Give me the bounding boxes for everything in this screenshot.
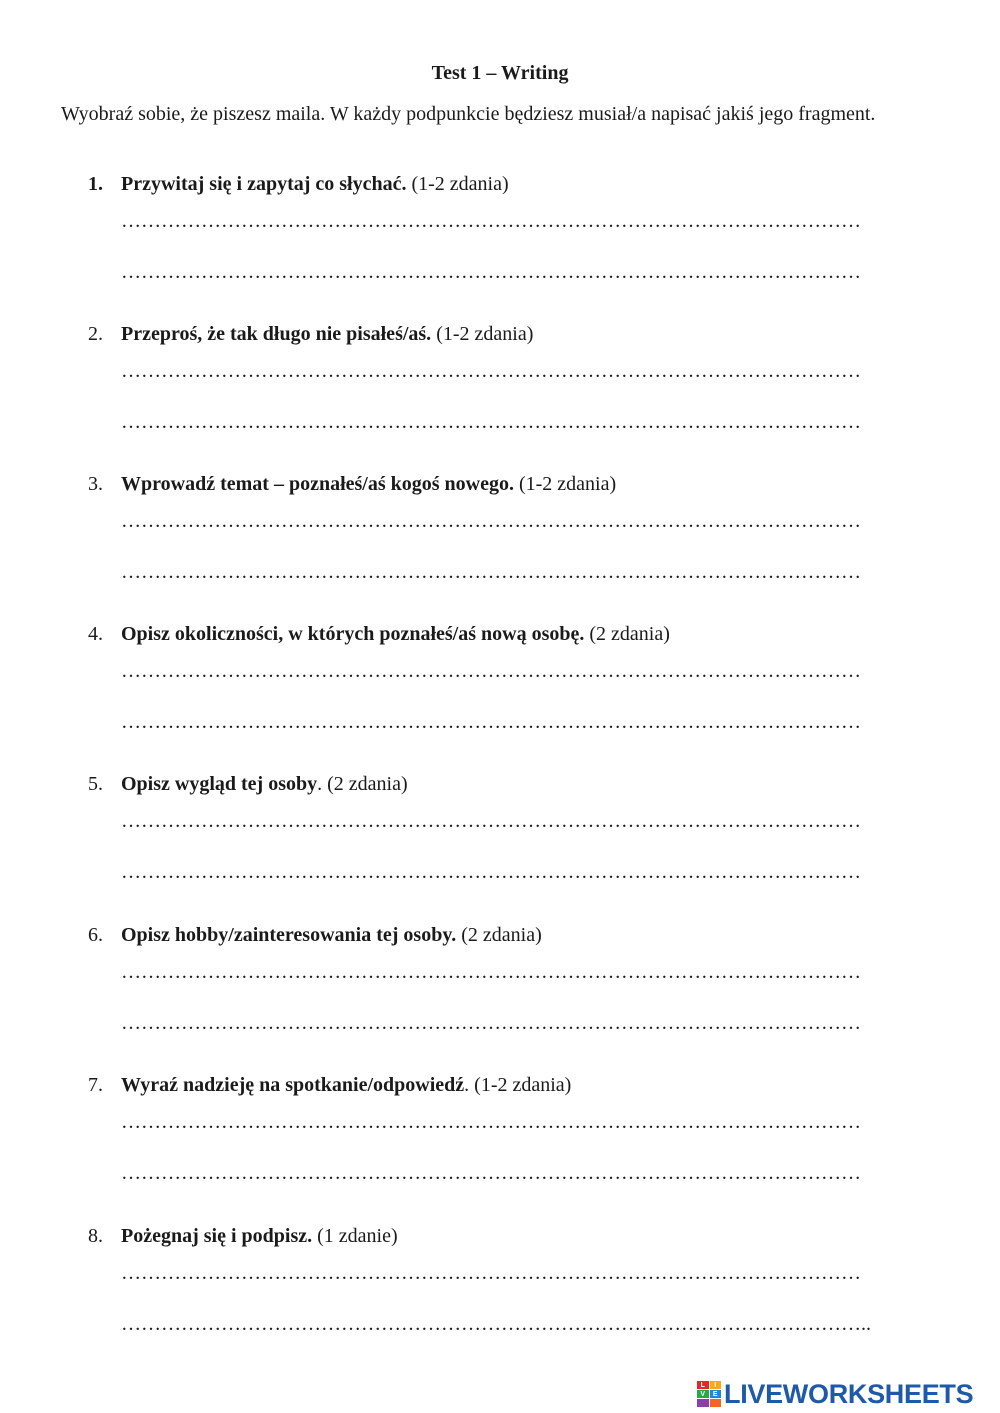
task-item: [0, 771, 1000, 921]
task-sentence-count: . (2 zdania): [317, 773, 408, 795]
task-prompt: [88, 771, 408, 797]
task-instruction: Wprowadź temat – poznałeś/aś kogoś nowego.: [121, 473, 514, 495]
answer-line[interactable]: …………………………………………………………………………………………………: [121, 1163, 861, 1183]
answer-line[interactable]: …………………………………………………………………………………………………: [121, 1112, 861, 1132]
answer-line[interactable]: …………………………………………………………………………………………………..: [121, 1314, 871, 1334]
logo-tile: E: [710, 1390, 722, 1398]
task-number: 4.: [88, 623, 103, 645]
task-sentence-count: (1-2 zdania): [513, 473, 617, 495]
answer-line[interactable]: …………………………………………………………………………………………………: [121, 811, 861, 831]
liveworksheets-logo: [697, 1378, 973, 1410]
task-instruction: Przeproś, że tak długo nie pisałeś/aś.: [121, 323, 432, 345]
answer-line[interactable]: …………………………………………………………………………………………………: [121, 962, 861, 982]
task-number: 7.: [88, 1074, 103, 1096]
answer-line[interactable]: …………………………………………………………………………………………………: [121, 712, 861, 732]
logo-tile: [710, 1399, 722, 1407]
task-prompt: [88, 621, 670, 647]
task-number: 3.: [88, 473, 103, 495]
task-instruction: Opisz hobby/zainteresowania tej osoby.: [121, 924, 457, 946]
task-item: [0, 471, 1000, 621]
logo-tile: L: [697, 1381, 709, 1389]
liveworksheets-logo-icon: [697, 1381, 721, 1407]
answer-line[interactable]: …………………………………………………………………………………………………: [121, 412, 861, 432]
answer-line[interactable]: …………………………………………………………………………………………………: [121, 562, 861, 582]
task-prompt: [88, 171, 509, 197]
answer-line[interactable]: …………………………………………………………………………………………………: [121, 1263, 861, 1283]
task-instruction: Opisz okoliczności, w których poznałeś/aś nową osobę.: [121, 623, 585, 645]
task-sentence-count: (1 zdanie): [312, 1225, 398, 1247]
answer-line[interactable]: …………………………………………………………………………………………………: [121, 211, 861, 231]
logo-tile: V: [697, 1390, 709, 1398]
task-item: [0, 1072, 1000, 1222]
task-sentence-count: (2 zdania): [456, 924, 542, 946]
task-prompt: [88, 1223, 398, 1249]
answer-line[interactable]: …………………………………………………………………………………………………: [121, 511, 861, 531]
task-instruction: Przywitaj się i zapytaj co słychać.: [121, 173, 407, 195]
task-sentence-count: (2 zdania): [584, 623, 670, 645]
task-instruction: Pożegnaj się i podpisz.: [121, 1225, 313, 1247]
task-prompt: [88, 471, 616, 497]
task-item: [0, 922, 1000, 1072]
task-item: [0, 621, 1000, 771]
task-sentence-count: (1-2 zdania): [406, 173, 509, 195]
task-number: 6.: [88, 924, 103, 946]
task-prompt: [88, 922, 542, 948]
task-sentence-count: . (1-2 zdania): [464, 1074, 572, 1096]
logo-tile: I: [710, 1381, 722, 1389]
task-item: [0, 321, 1000, 471]
logo-wordmark: LIVEWORKSHEETS: [724, 1378, 974, 1409]
task-sentence-count: (1-2 zdania): [431, 323, 534, 345]
task-prompt: [88, 321, 533, 347]
task-item: [0, 1223, 1000, 1373]
answer-line[interactable]: …………………………………………………………………………………………………: [121, 361, 861, 381]
task-prompt: [88, 1072, 571, 1098]
answer-line[interactable]: …………………………………………………………………………………………………: [121, 862, 861, 882]
task-number: 8.: [88, 1225, 103, 1247]
task-number: 2.: [88, 323, 103, 345]
task-number: 5.: [88, 773, 103, 795]
task-instruction: Wyraź nadzieję na spotkanie/odpowiedź: [121, 1074, 465, 1096]
task-item: [0, 171, 1000, 321]
instructions: Wyobraź sobie, że piszesz maila. W każdy podpunkcie będziesz musiał/a napisać jakiś jego fragment.: [61, 103, 876, 125]
task-instruction: Opisz wygląd tej osoby: [121, 773, 318, 795]
answer-line[interactable]: …………………………………………………………………………………………………: [121, 661, 861, 681]
task-number: 1.: [88, 173, 103, 195]
logo-tile: [697, 1399, 709, 1407]
answer-line[interactable]: …………………………………………………………………………………………………: [121, 262, 861, 282]
page-title: Test 1 – Writing: [431, 62, 569, 84]
answer-line[interactable]: …………………………………………………………………………………………………: [121, 1013, 861, 1033]
